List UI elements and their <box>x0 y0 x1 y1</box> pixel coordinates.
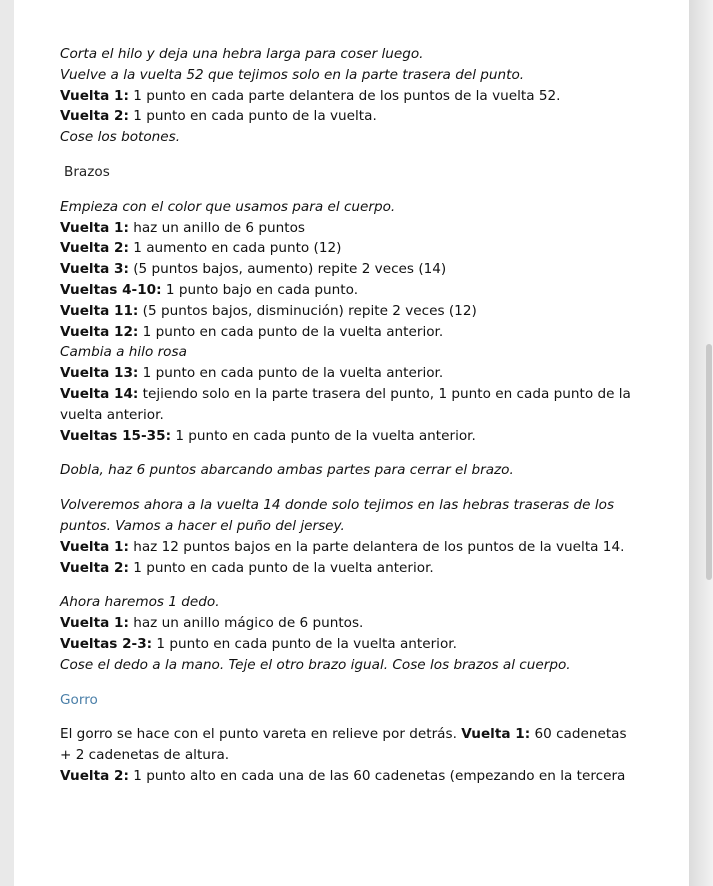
round-line <box>60 558 670 579</box>
round-text: 1 punto en cada punto de la vuelta anterior. <box>138 365 444 382</box>
round-text: 1 punto en cada punto de la vuelta. <box>128 108 377 125</box>
text-line <box>60 724 670 745</box>
round-text: 1 punto en cada punto de la vuelta anterior. <box>128 559 434 576</box>
round-line <box>60 537 670 558</box>
round-text: haz un anillo mágico de 6 puntos. <box>128 615 364 632</box>
section-heading-brazos: Brazos <box>64 163 110 180</box>
round-line <box>60 322 670 343</box>
pattern-text <box>60 44 670 787</box>
round-line <box>60 301 670 322</box>
round-text: El gorro se hace con el punto vareta en relieve por detrás. <box>60 726 462 743</box>
round-line <box>60 384 670 405</box>
round-label: Vueltas 4-10: <box>60 281 162 298</box>
round-text: haz 12 puntos bajos en la parte delantera de los puntos de la vuelta 14. <box>128 538 625 555</box>
round-line <box>60 259 670 280</box>
round-text: 1 punto en cada punto de la vuelta anterior. <box>171 427 476 444</box>
round-text: (5 puntos bajos, disminución) repite 2 veces (12) <box>138 302 477 319</box>
round-label: Vuelta 12: <box>60 323 139 340</box>
round-line <box>60 426 670 447</box>
text-line: Ahora haremos 1 dedo. <box>60 594 220 611</box>
round-text: 1 punto en cada parte delantera de los puntos de la vuelta 52. <box>128 87 561 104</box>
text-line: + 2 cadenetas de altura. <box>60 747 230 764</box>
round-label: Vuelta 1: <box>60 87 129 104</box>
round-label: Vuelta 2: <box>60 559 129 576</box>
text-line: Vuelve a la vuelta 52 que tejimos solo en la parte trasera del punto. <box>60 66 525 83</box>
round-line <box>60 766 670 787</box>
round-line <box>60 106 670 127</box>
round-line <box>60 86 670 107</box>
round-text: 1 punto en cada punto de la vuelta anterior. <box>152 635 457 652</box>
round-line <box>60 363 670 384</box>
round-label: Vuelta 1: <box>60 219 129 236</box>
round-text: 1 punto en cada punto de la vuelta anterior. <box>138 323 444 340</box>
round-label: Vuelta 1: <box>60 615 129 632</box>
section-heading-gorro: Gorro <box>60 691 98 708</box>
round-text: 1 punto alto en cada una de las 60 cadenetas (empezando en la tercera <box>128 767 626 784</box>
round-line <box>60 238 670 259</box>
text-line: vuelta anterior. <box>60 406 164 423</box>
text-line: Dobla, haz 6 puntos abarcando ambas partes para cerrar el brazo. <box>60 462 514 479</box>
round-label: Vuelta 2: <box>60 767 129 784</box>
round-label: Vueltas 2-3: <box>60 635 153 652</box>
round-text: tejiendo solo en la parte trasera del punto, 1 punto en cada punto de la <box>138 385 631 402</box>
round-label: Vuelta 3: <box>60 261 129 278</box>
round-line <box>60 218 670 239</box>
text-line: Cambia a hilo rosa <box>60 344 187 361</box>
round-label: Vuelta 13: <box>60 365 139 382</box>
round-label: Vuelta 1: <box>461 726 531 743</box>
text-line: Cose el dedo a la mano. Teje el otro brazo igual. Cose los brazos al cuerpo. <box>60 656 571 673</box>
text-line: puntos. Vamos a hacer el puño del jersey. <box>60 517 345 534</box>
scrollbar[interactable] <box>706 344 712 580</box>
round-text: 60 cadenetas <box>530 726 627 743</box>
round-label: Vuelta 2: <box>60 108 129 125</box>
text-line: Corta el hilo y deja una hebra larga para coser luego. <box>60 46 424 62</box>
round-label: Vueltas 15-35: <box>60 427 171 444</box>
round-label: Vuelta 11: <box>60 302 139 319</box>
text-line: Empieza con el color que usamos para el cuerpo. <box>60 198 396 215</box>
text-line: Volveremos ahora a la vuelta 14 donde solo tejimos en las hebras traseras de los <box>60 497 615 514</box>
round-text: haz un anillo de 6 puntos <box>128 219 305 236</box>
round-text: (5 puntos bajos, aumento) repite 2 veces (14) <box>128 261 447 278</box>
round-line <box>60 280 670 301</box>
round-text: 1 punto bajo en cada punto. <box>161 281 359 298</box>
round-line <box>60 634 670 655</box>
round-label: Vuelta 2: <box>60 240 129 257</box>
text-line: Cose los botones. <box>60 129 181 146</box>
round-text: 1 aumento en cada punto (12) <box>128 240 342 257</box>
round-label: Vuelta 1: <box>60 538 129 555</box>
round-label: Vuelta 14: <box>60 385 139 402</box>
round-line <box>60 613 670 634</box>
